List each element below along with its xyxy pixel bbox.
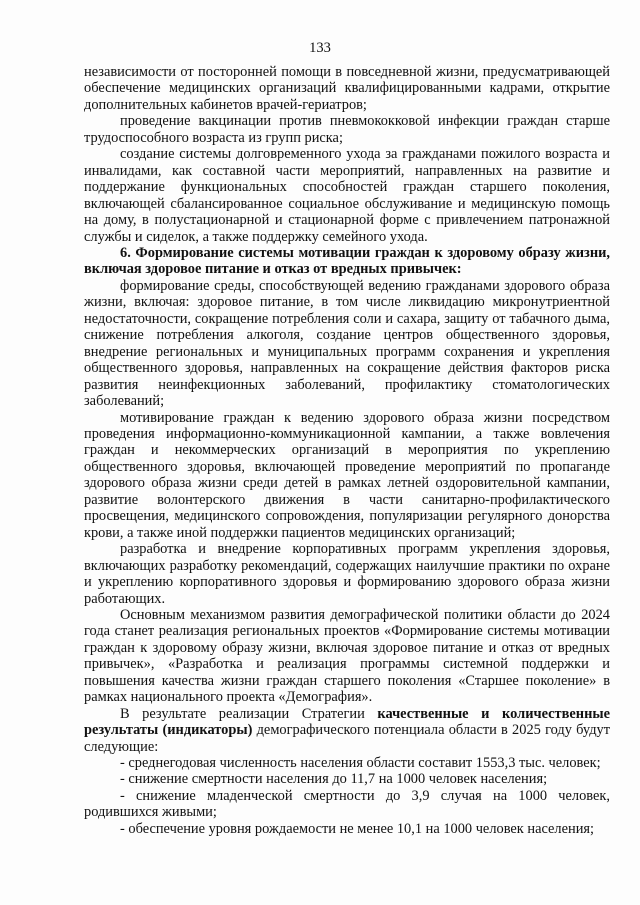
results-intro-paragraph — [84, 706, 610, 755]
document-body — [84, 64, 610, 837]
list-item: - снижение младенческой смертности до 3,9 случая на 1000 человек, родившихся живыми; — [84, 787, 610, 821]
paragraph: Основным механизмом развития демографической политики области до 2024 года станет реализация региональных проектов «Формирование системы мотивации граждан к здоровому образу жизни, включая здоровое питание и отказ от вредных привычек», «Разработка и реализация программы системной поддержки и повышения качества жизни граждан старшего поколения «Старшее поколение» в рамках национального проекта «Демография». — [84, 606, 610, 706]
list-item: - среднегодовая численность населения области составит 1553,3 тыс. человек; — [120, 755, 601, 772]
paragraph: независимости от посторонней помощи в повседневной жизни, предусматривающей обеспечение медицинских организаций квалифицированными кадрами, открытие дополнительных кабинетов врачей-гериатров; — [84, 64, 610, 113]
paragraph: формирование среды, способствующей ведению гражданами здорового образа жизни, включая: здоровое питание, в том числе ликвидацию микронутриентной недостаточности, сокращение потребления соли и сахара, защиту от табачного дыма, снижение потребления алкоголя, создание центров общественного здоровья, внедрение региональных и муниципальных программ сохранения и укрепления общественного здоровья, направленных на сокращение действия факторов риска развития неинфекционных заболеваний, профилактику стоматологических заболеваний; — [84, 277, 610, 410]
paragraph: мотивирование граждан к ведению здорового образа жизни посредством проведения информационно-коммуникационной кампании, а также вовлечения граждан и некоммерческих организаций в мероприятия по укреплению общественного здоровья, включающей проведение мероприятий по пропаганде здорового образа жизни среди детей в рамках летней оздоровительной кампании, развитие волонтерского движения в части санитарно-профилактического просвещения, медицинского сопровождения, популяризации регулярного донорства крови, а также иной поддержки пациентов медицинских организаций; — [84, 409, 610, 541]
paragraph: разработка и внедрение корпоративных программ укрепления здоровья, включающих разработку рекомендаций, содержащих наилучшие практики по охране и укреплению корпоративного здоровья и формированию здорового образа жизни работающих. — [84, 541, 610, 607]
results-intro-after: демографического потенциала области в 2025 году будут следующие: — [84, 722, 610, 755]
results-intro-before: В результате реализации Стратегии — [120, 705, 378, 722]
page-number: 133 — [309, 40, 331, 56]
paragraph: создание системы долговременного ухода за гражданами пожилого возраста и инвалидами, как составной части мероприятий, направленных на развитие и поддержание функциональных способностей граждан старшего поколения, включающей сбалансированное социальное обслуживание и медицинскую помощь на дому, в полустационарной и стационарной форме с привлечением патронажной службы и сиделок, а также поддержку семейного ухода. — [84, 146, 610, 245]
paragraph: проведение вакцинации против пневмококковой инфекции граждан старше трудоспособного возраста из групп риска; — [84, 113, 610, 146]
section-heading: 6. Формирование системы мотивации граждан к здоровому образу жизни, включая здоровое питание и отказ от вредных привычек: — [84, 244, 610, 278]
list-item: - обеспечение уровня рождаемости не менее 10,1 на 1000 человек населения; — [120, 820, 595, 837]
results-intro-bold: качественные и количественные результаты (индикаторы) — [84, 705, 610, 739]
list-item: - снижение смертности населения до 11,7 на 1000 человек населения; — [120, 771, 548, 788]
